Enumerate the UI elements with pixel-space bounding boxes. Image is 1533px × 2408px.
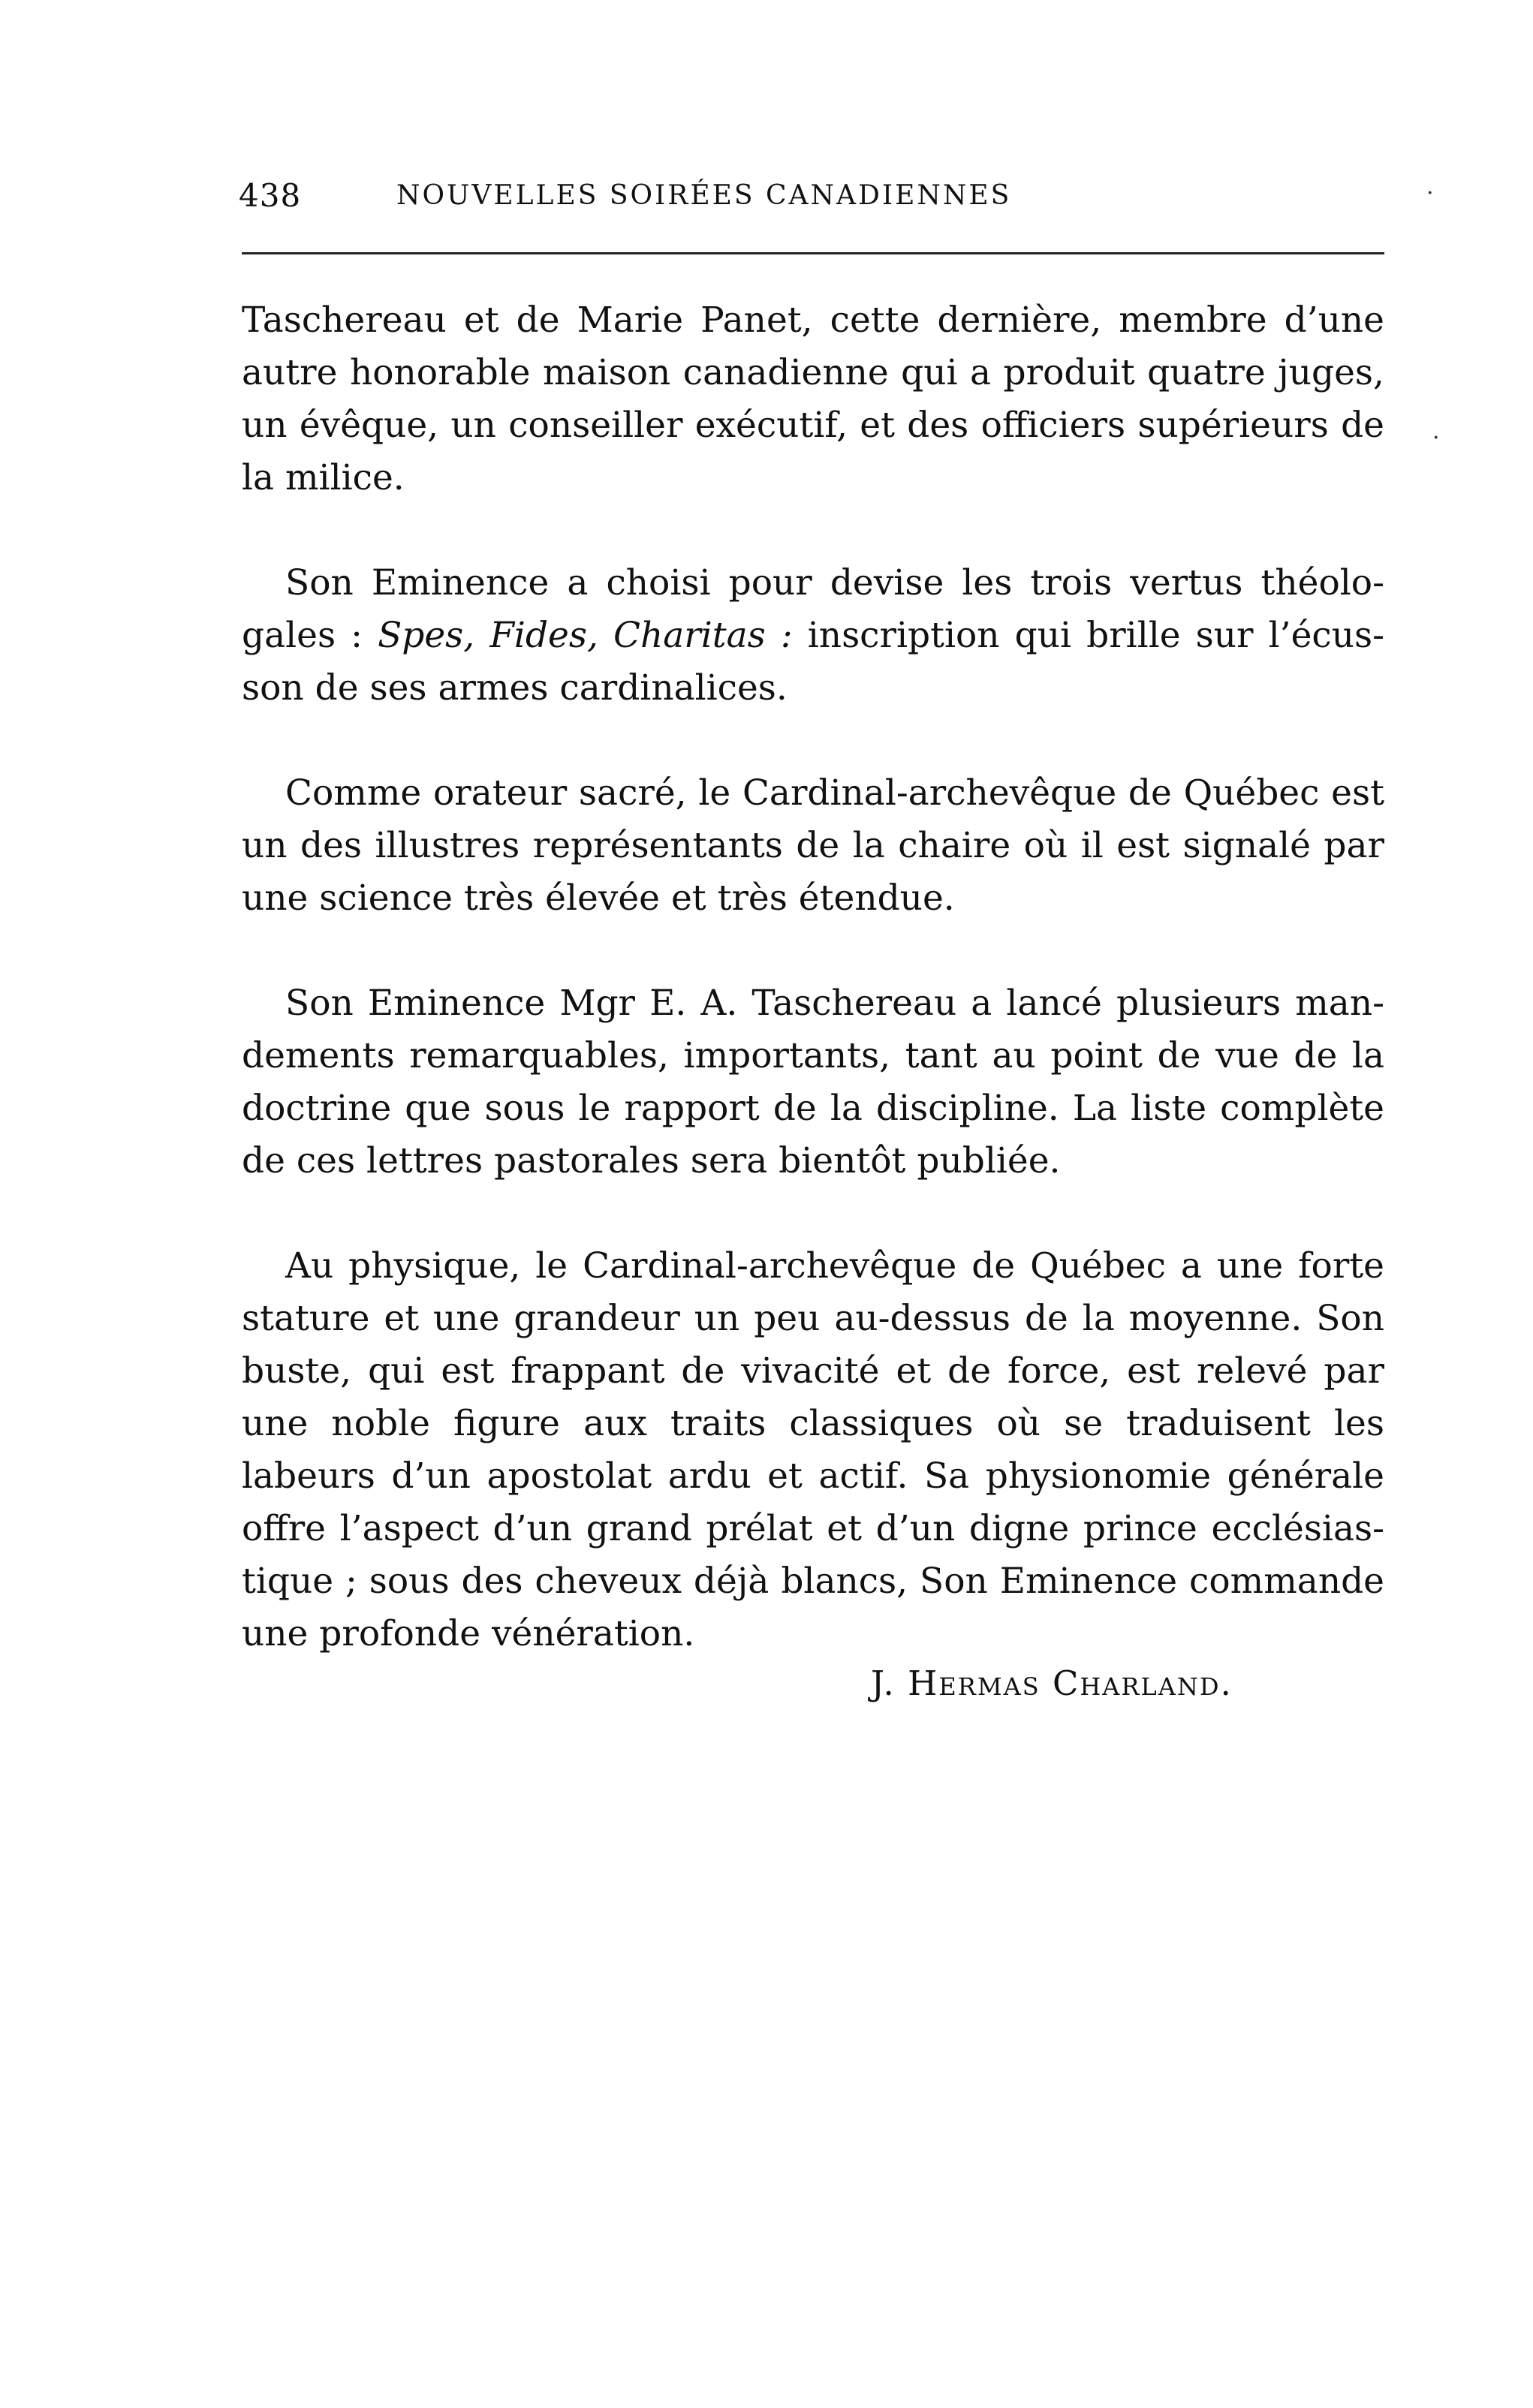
paragraph-motto-intro: Son Eminence a choisi pour devise les trois vertus théologales : xyxy=(242,562,1384,656)
header-rule xyxy=(242,252,1384,254)
paragraph-orator: Comme orateur sacré, le Cardinal-archevêque de Québec est un des illustres représentants de la chaire où il est signalé par une science très élevée et très étendue. xyxy=(242,772,1384,919)
paragraph-continuation: Taschereau et de Marie Panet, cette dernière, membre d’une autre honorable maison canadienne qui a produit quatre juges, un évêque, un conseiller exécutif, et des officiers supérieurs de la milice. xyxy=(242,299,1384,498)
motto-latin: Spes, Fides, Charitas : xyxy=(378,615,793,656)
margin-speck: · xyxy=(1432,425,1440,451)
paragraph-mandements: Son Eminence Mgr E. A. Taschereau a lancé plusieurs mandements remarquables, importants, tant au point de vue de la doctrine que sous le rapport de la discipline. La liste complète de ces lettres pastorales sera bientôt publiée. xyxy=(242,983,1384,1181)
paragraph-physique: Au physique, le Cardinal-archevêque de Québec a une forte stature et une grandeur un peu au-dessus de la moyenne. Son buste, qui est frappant de vivacité et de force, est relevé par une noble figure aux traits classiques où se traduisent les labeurs d’un apostolat ardu et actif. Sa physionomie générale offre l’aspect d’un grand prélat et d’un digne prince ecclésiastique ; sous des cheveux déjà blancs, Son Eminence commande une profonde vénération. xyxy=(242,1245,1384,1654)
paragraph-motto-rest: inscription qui brille sur l’écusson de ses armes cardinalices. xyxy=(242,615,1384,709)
margin-speck: · xyxy=(1426,180,1434,206)
paragraph-motto xyxy=(242,557,1384,715)
author-signature: J. Hermas Charland. xyxy=(871,1663,1233,1703)
body-text xyxy=(242,294,1384,1713)
running-head xyxy=(239,177,1387,222)
page-number: 438 xyxy=(239,177,302,214)
running-title: NOUVELLES SOIRÉES CANADIENNES xyxy=(396,180,1012,211)
